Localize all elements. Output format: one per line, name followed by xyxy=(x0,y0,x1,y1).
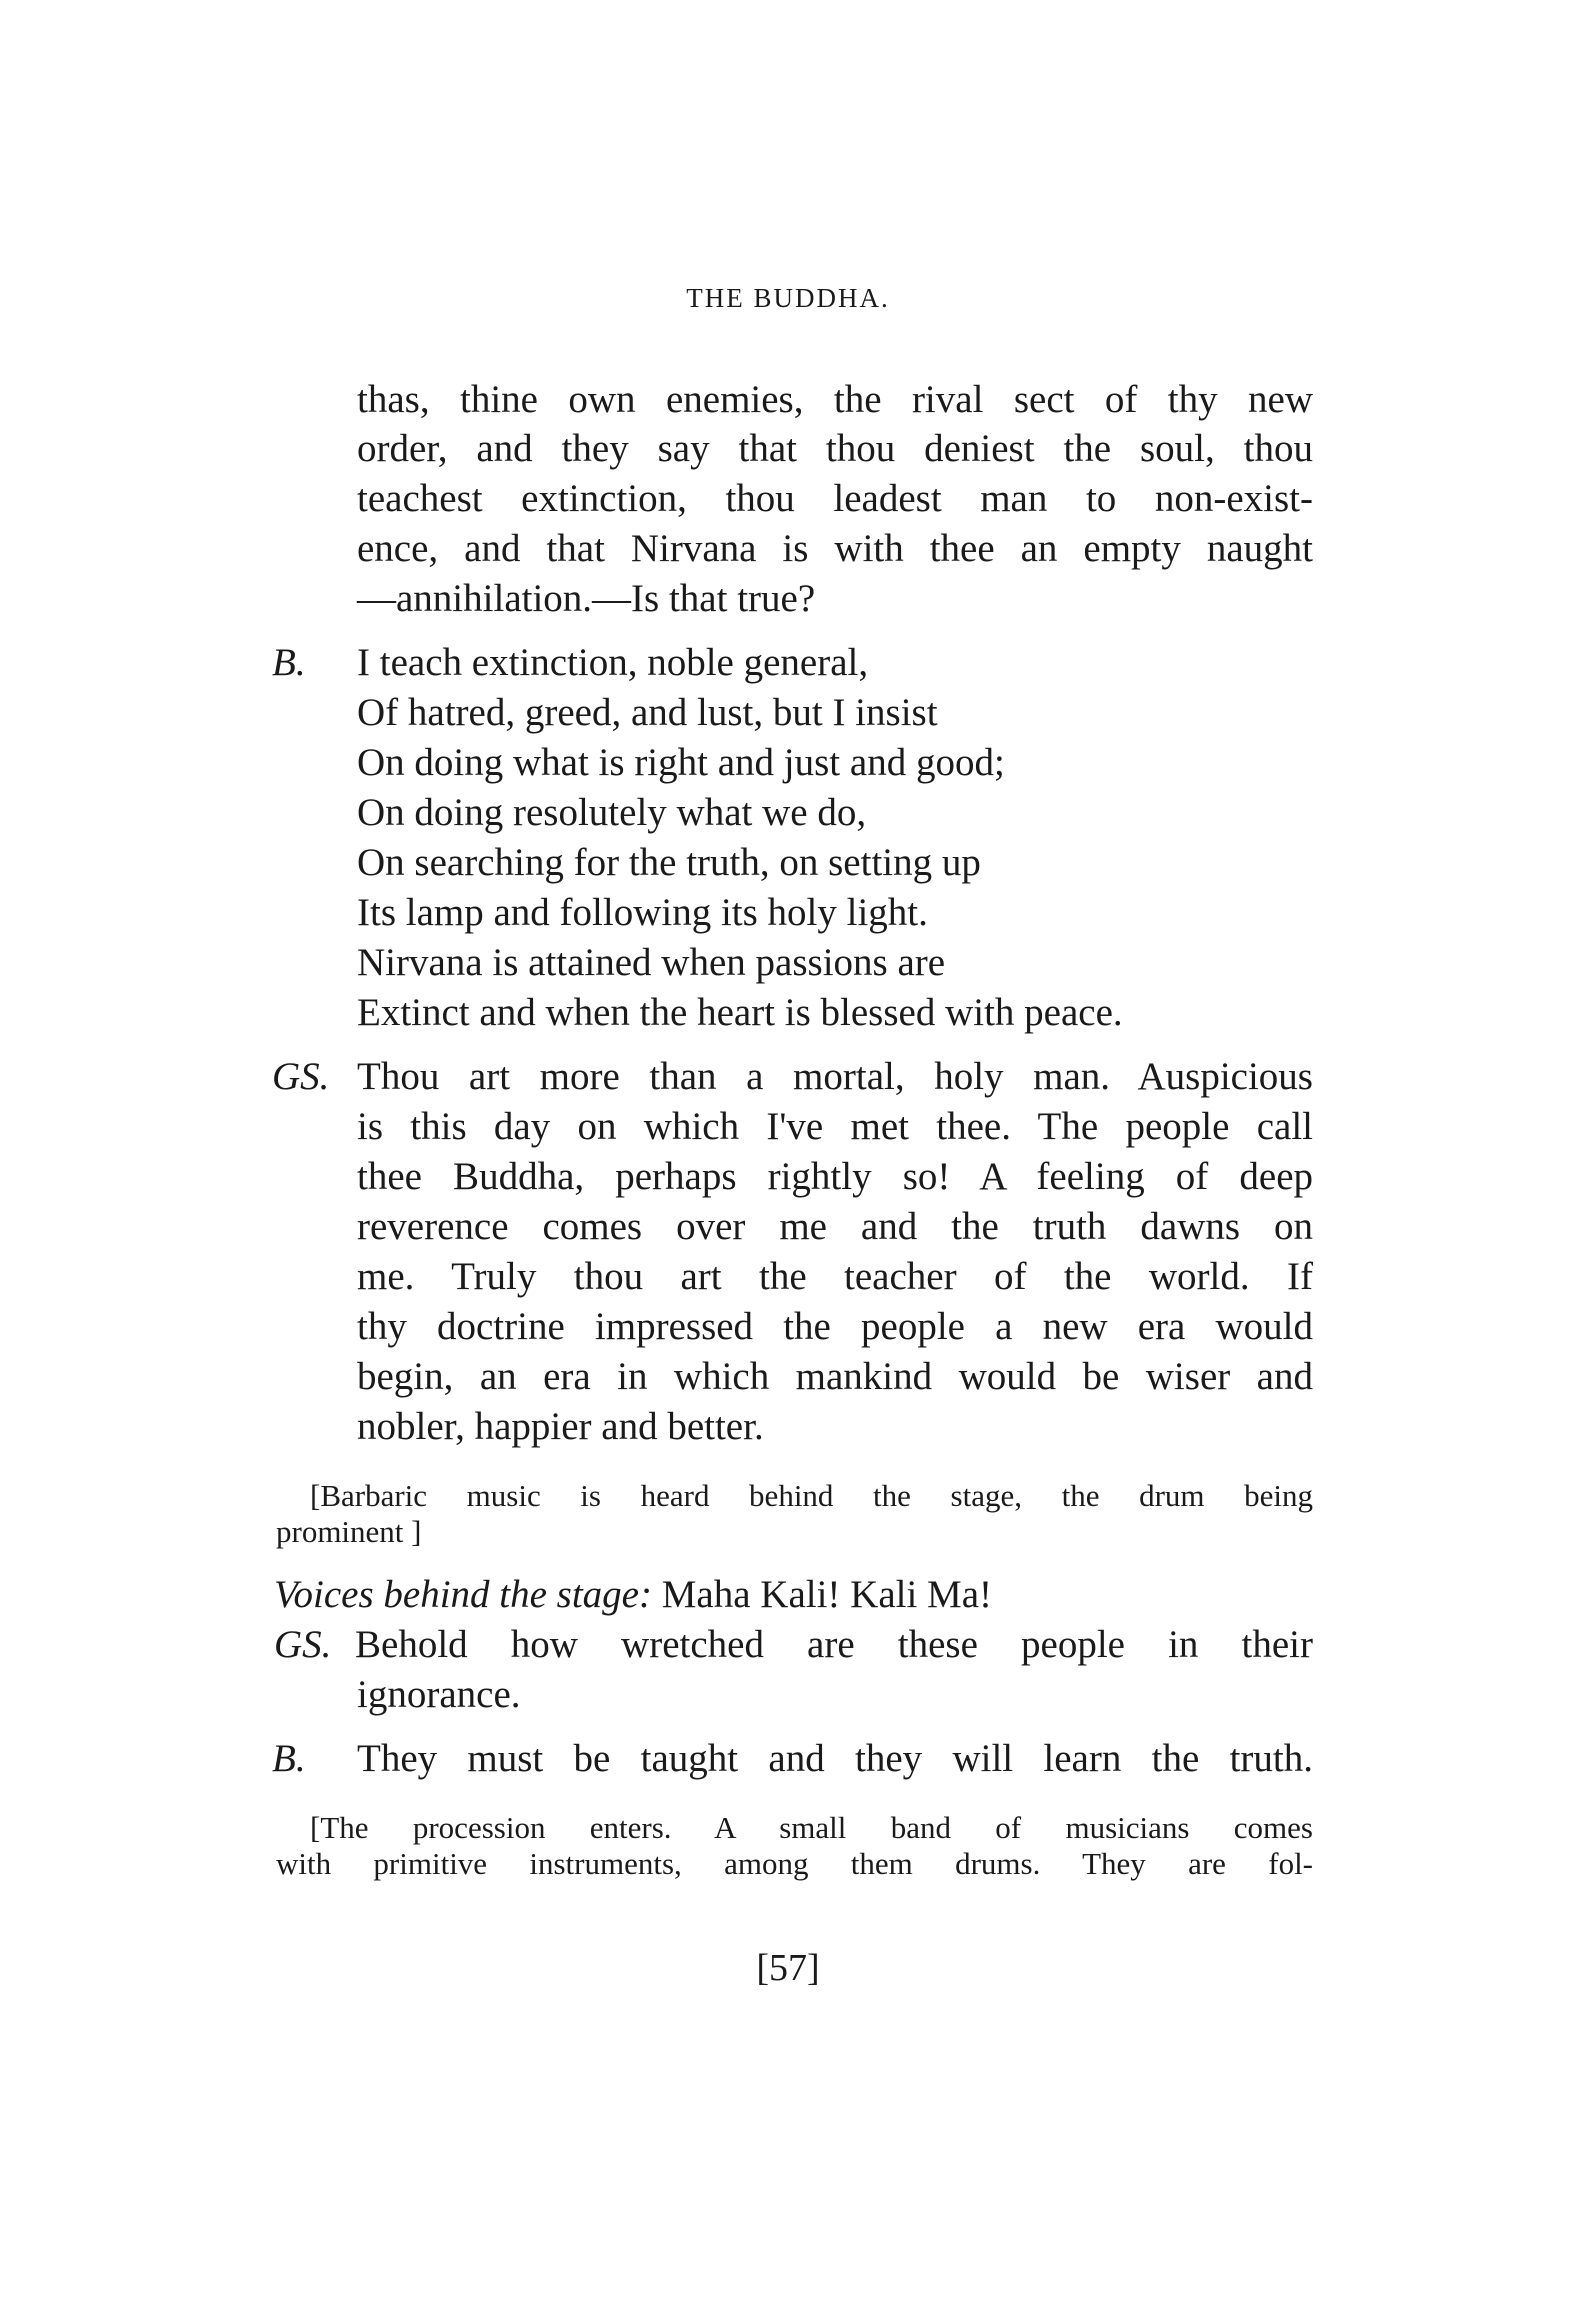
text-line: Thou art more than a mortal, holy man. Auspicious xyxy=(357,1055,1313,1098)
speaker-label: GS. xyxy=(272,1055,330,1098)
verse-line: Its lamp and following its holy light. xyxy=(357,891,928,934)
text-line: Behold how wretched are these people in their xyxy=(355,1623,1313,1666)
text-line: ence, and that Nirvana is with thee an empty naught xyxy=(357,527,1313,570)
stage-direction-line: [Barbaric music is heard behind the stage, the drum being xyxy=(310,1478,1313,1513)
text-line: begin, an era in which mankind would be wiser and xyxy=(357,1355,1313,1398)
page-number: [57] xyxy=(756,1947,820,1989)
verse-line: Nirvana is attained when passions are xyxy=(357,941,946,984)
verse-line: On doing what is right and just and good; xyxy=(357,741,1005,784)
voices-line xyxy=(274,1570,992,1620)
text-line: thy doctrine impressed the people a new era would xyxy=(357,1305,1313,1348)
text-line: nobler, happier and better. xyxy=(357,1405,764,1448)
text-line: thee Buddha, perhaps rightly so! A feeling of deep xyxy=(357,1155,1313,1198)
text-line: —annihilation.—Is that true? xyxy=(357,577,816,620)
text-line: ignorance. xyxy=(357,1673,521,1716)
text-line: reverence comes over me and the truth dawns on xyxy=(357,1205,1313,1248)
verse-line: Extinct and when the heart is blessed with peace. xyxy=(357,991,1123,1034)
speaker-label: B. xyxy=(272,641,306,684)
stage-direction-line: prominent ] xyxy=(276,1514,422,1549)
stage-direction-line: with primitive instruments, among them drums. They are fol- xyxy=(276,1846,1313,1881)
speaker-label: GS. xyxy=(274,1623,332,1666)
text-line: They must be taught and they will learn the truth. xyxy=(357,1737,1313,1780)
voices-text: Maha Kali! Kali Ma! xyxy=(661,1573,993,1616)
text-line: me. Truly thou art the teacher of the world. If xyxy=(357,1255,1313,1298)
verse-line: Of hatred, greed, and lust, but I insist xyxy=(357,691,938,734)
running-head: THE BUDDHA. xyxy=(686,283,890,313)
verse-line: On doing resolutely what we do, xyxy=(357,791,867,834)
stage-direction-line: [The procession enters. A small band of musicians comes xyxy=(310,1810,1313,1845)
speaker-label: B. xyxy=(272,1737,306,1780)
text-line: is this day on which I've met thee. The people call xyxy=(357,1105,1313,1148)
text-line: teachest extinction, thou leadest man to non-exist- xyxy=(357,477,1313,520)
verse-line: On searching for the truth, on setting up xyxy=(357,841,981,884)
speaker-label: Voices behind the stage: xyxy=(274,1573,652,1616)
text-line: order, and they say that thou deniest the soul, thou xyxy=(357,427,1313,470)
text-line: thas, thine own enemies, the rival sect of thy new xyxy=(357,378,1313,421)
verse-line: I teach extinction, noble general, xyxy=(357,641,869,684)
